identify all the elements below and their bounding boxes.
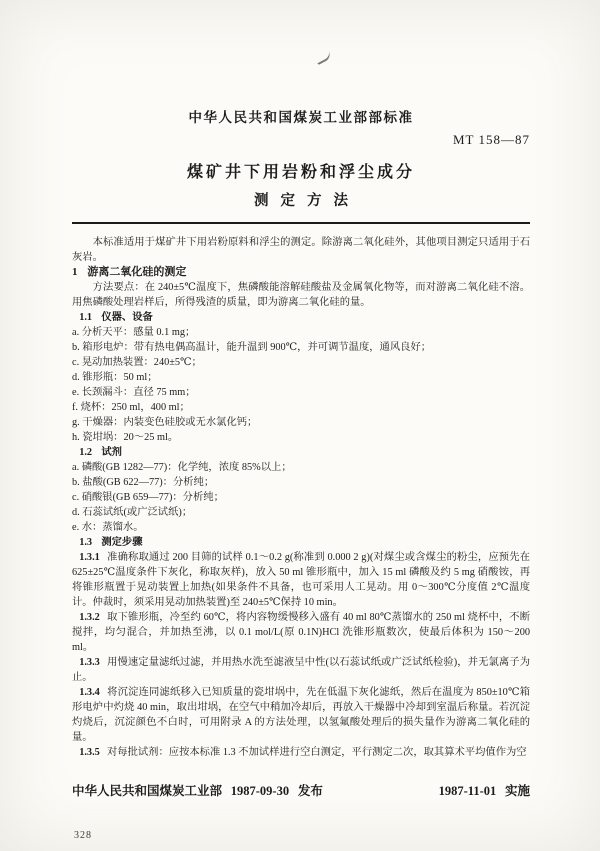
standard-org-line: 中华人民共和国煤炭工业部部标准 xyxy=(188,110,414,125)
issue-statement xyxy=(72,781,323,799)
section-1-1-heading xyxy=(72,310,530,325)
section-1-title: 游离二氧化硅的测定 xyxy=(87,266,187,278)
section-1-heading xyxy=(72,265,530,280)
clause-text: 将沉淀连同滤纸移入已知质量的瓷坩埚中，先在低温下灰化滤纸，然后在温度为 850±10℃箱形电炉中灼烧 40 min，取出坩埚，在空气中稍加冷却后，再放入干燥器中冷却到室温后称量。若沉淀灼烧后，沉淀颜色不白时，可用附录 A 的方法处理，以氢氟酸处理后的损失量作为游离二氧化硅的量。 xyxy=(72,687,530,743)
header-divider xyxy=(72,222,530,224)
equipment-item: h. 瓷坩埚：20～25 ml。 xyxy=(72,432,179,443)
procedure-clause xyxy=(72,685,530,745)
clause-number: 1.3.5 xyxy=(79,747,100,758)
clause-text: 准确称取通过 200 目筛的试样 0.1～0.2 g(称准到 0.000 2 g)(对煤尘或含煤尘的粉尘，应预先在 625±25℃温度条件下灰化，称取灰样)，放入 50 ml 锥形瓶中，加入 15 ml 磷酸及约 5 mg 硝酸铵，再将锥形瓶置于晃动装置上加热(如果条件不具备，也可采用人工晃动。用 0～300℃分度值 2℃温度计。仲裁时，须采用晃动加热装置)至 240±5℃保持 10 min。 xyxy=(72,552,530,608)
clause-number: 1.3.4 xyxy=(79,687,100,698)
equipment-item: b. 箱形电炉：带有热电偶高温计，能升温到 900℃，并可调节温度，通风良好； xyxy=(72,342,432,353)
equipment-item: f. 烧杯：250 ml，400 ml； xyxy=(72,402,190,413)
document-title-line1: 煤矿井下用岩粉和浮尘成分 xyxy=(186,164,415,181)
clause-number: 1.3.1 xyxy=(79,552,100,563)
clause-text: 对每批试剂：应按本标准 1.3 不加试样进行空白测定，平行测定二次，取其算术平均值作为空 xyxy=(107,747,527,758)
implementation-date: 1987-11-01 xyxy=(438,784,497,798)
reagent-item: e. 水：蒸馏水。 xyxy=(72,522,144,533)
procedure-clause xyxy=(72,745,530,760)
equipment-item: e. 长颈漏斗：直径 75 mm； xyxy=(72,387,196,398)
method-overview-paragraph: 方法要点：在 240±5℃温度下，焦磷酸能溶解硅酸盐及金属氧化物等，而对游离二氧化硅不溶。用焦磷酸处理岩样后，所得残渣的质量，即为游离二氧化硅的量。 xyxy=(72,282,530,308)
section-1-2-title: 试剂 xyxy=(101,447,122,458)
document-body xyxy=(72,235,530,760)
clause-text: 用慢速定量滤纸过滤，并用热水洗至滤液呈中性(以石蕊试纸或广泛试纸检验)，并无氯离子为止。 xyxy=(72,657,530,683)
reagent-item: a. 磷酸(GB 1282—77)：化学纯，浓度 85%以上； xyxy=(72,462,292,473)
section-1-1-title: 仪器、设备 xyxy=(101,312,153,323)
scope-paragraph: 本标准适用于煤矿井下用岩粉原料和浮尘的测定。除游离二氧化硅外，其他项目测定只适用于石灰岩。 xyxy=(72,237,530,263)
issue-date: 1987-09-30 xyxy=(230,784,290,798)
footer xyxy=(72,779,530,799)
equipment-item: a. 分析天平：感量 0.1 mg； xyxy=(72,327,196,338)
section-1-3-title: 测定步骤 xyxy=(101,537,143,548)
implementation-word: 实施 xyxy=(504,784,530,798)
section-1-2-number: 1.2 xyxy=(79,447,93,458)
equipment-item: c. 晃动加热装置：240±5℃； xyxy=(72,357,202,368)
section-1-1-number: 1.1 xyxy=(79,312,93,323)
equipment-item: g. 干燥器：内装变色硅胶或无水氯化钙； xyxy=(72,417,258,428)
clause-number: 1.3.2 xyxy=(79,612,100,623)
clause-text: 取下锥形瓶，冷至约 60℃，将内容物缓慢移入盛有 40 ml 80℃蒸馏水的 250 ml 烧杯中，不断搅拌，均匀混合，并加热至沸，以 0.1 mol/L(原 0.1N)HCl 洗锥形瓶数次，使最后体积为 150～200 ml。 xyxy=(72,612,530,653)
procedure-clause xyxy=(72,550,530,610)
section-1-2-heading xyxy=(72,445,530,460)
implementation-statement xyxy=(439,781,530,799)
issue-word: 发布 xyxy=(297,784,323,798)
document-title-line2: 测定方法 xyxy=(254,193,360,209)
section-1-3-heading xyxy=(72,535,530,550)
clause-number: 1.3.3 xyxy=(79,657,100,668)
reagent-item: d. 石蕊试纸(或广泛试纸)； xyxy=(72,507,193,518)
section-1-3-number: 1.3 xyxy=(79,537,93,548)
standard-number: MT 158—87 xyxy=(452,132,530,147)
document-content xyxy=(72,106,530,760)
reagent-item: c. 硝酸银(GB 659—77)：分析纯； xyxy=(72,492,224,503)
procedure-clause xyxy=(72,655,530,685)
section-1-number: 1 xyxy=(72,266,78,278)
issue-org: 中华人民共和国煤炭工业部 xyxy=(72,784,223,798)
page-number: 328 xyxy=(74,830,92,841)
equipment-item: d. 锥形瓶：50 ml； xyxy=(72,372,158,383)
procedure-clause xyxy=(72,610,530,655)
reagent-item: b. 盐酸(GB 622—77)：分析纯； xyxy=(72,477,215,488)
scan-mark xyxy=(314,49,333,65)
